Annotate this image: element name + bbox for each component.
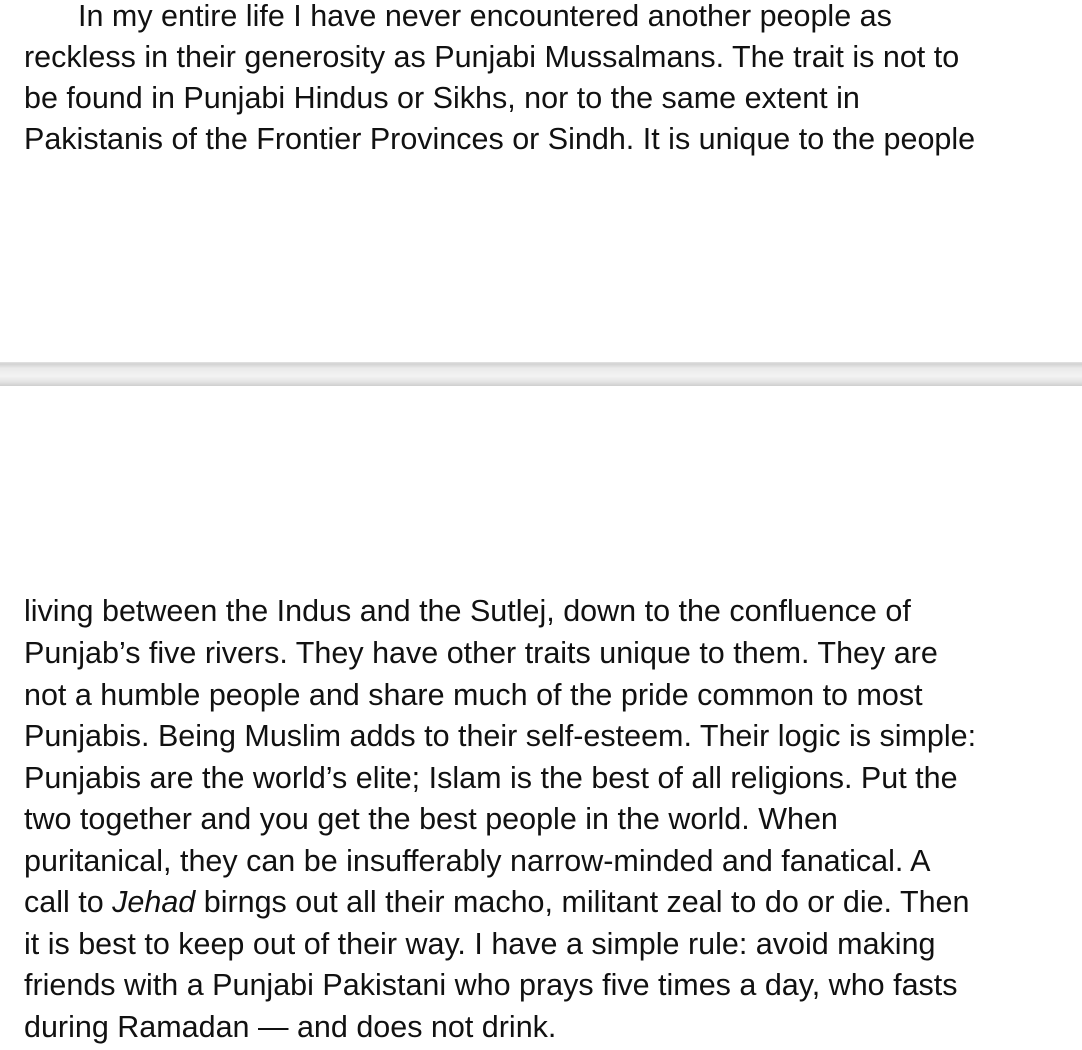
text-line: reckless in their generosity as Punjabi Mussalmans. The trait is not to bbox=[24, 40, 960, 74]
page-bottom bbox=[0, 386, 1082, 1050]
text-line: be found in Punjabi Hindus or Sikhs, nor to the same extent in bbox=[24, 81, 860, 115]
text-line: during Ramadan — and does not drink. bbox=[24, 1010, 557, 1044]
text-line: In my entire life I have never encountered another people as bbox=[78, 0, 892, 33]
text-line: Pakistanis of the Frontier Provinces or Sindh. It is unique to the people bbox=[24, 122, 976, 156]
text-line: two together and you get the best people in the world. When bbox=[24, 802, 838, 836]
text-line: Punjabis are the world’s elite; Islam is the best of all religions. Put the bbox=[24, 761, 958, 795]
text-line: puritanical, they can be insufferably narrow-minded and fanatical. A bbox=[24, 844, 931, 878]
page-top bbox=[0, 0, 1082, 362]
text-line-jehad bbox=[24, 882, 969, 924]
page-divider bbox=[0, 362, 1082, 386]
text-line: living between the Indus and the Sutlej, down to the confluence of bbox=[24, 594, 911, 628]
text-line: not a humble people and share much of the pride common to most bbox=[24, 678, 923, 712]
text-line: Punjabis. Being Muslim adds to their self-esteem. Their logic is simple: bbox=[24, 719, 977, 753]
text-line: Punjab’s five rivers. They have other traits unique to them. They are bbox=[24, 636, 938, 670]
text-line: it is best to keep out of their way. I have a simple rule: avoid making bbox=[24, 927, 936, 961]
text-after-jehad: birngs out all their macho, militant zeal to do or die. Then bbox=[195, 885, 970, 919]
text-before-jehad: call to bbox=[24, 885, 113, 919]
text-line: friends with a Punjabi Pakistani who prays five times a day, who fasts bbox=[24, 968, 958, 1002]
jehad-italic: Jehad bbox=[112, 885, 196, 919]
